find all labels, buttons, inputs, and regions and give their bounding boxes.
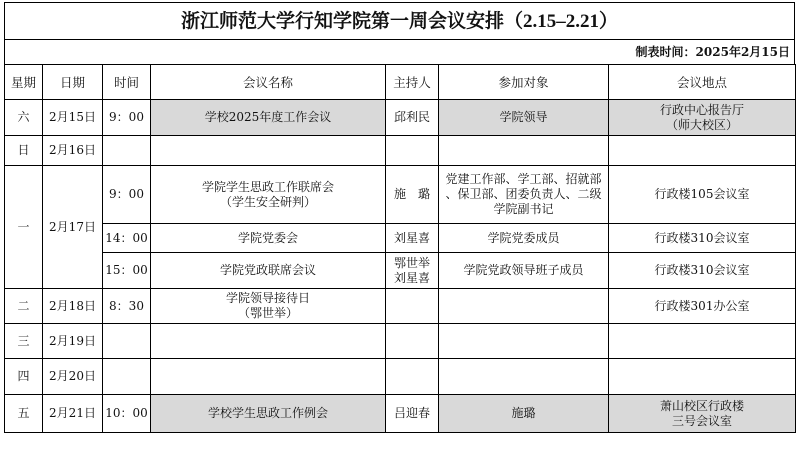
cell-attendees [439,359,609,395]
cell-meeting-name: 学院学生思政工作联席会 （学生安全研判） [151,166,386,224]
cell-week: 五 [5,395,43,433]
cell-attendees: 学院领导 [439,100,609,136]
table-row [5,224,796,253]
table-row [5,253,796,289]
header-location: 会议地点 [609,65,796,100]
meeting-table [4,64,796,433]
cell-location: 行政楼105会议室 [609,166,796,224]
cell-attendees [439,136,609,166]
cell-host: 鄂世举 刘星喜 [386,253,439,289]
cell-week: 日 [5,136,43,166]
cell-week: 一 [5,166,43,289]
cell-meeting-name [151,324,386,359]
cell-time: 14：00 [103,224,151,253]
header-attendees: 参加对象 [439,65,609,100]
table-row [5,136,796,166]
table-row [5,289,796,324]
cell-host: 施 璐 [386,166,439,224]
cell-attendees: 学院党政领导班子成员 [439,253,609,289]
cell-location: 行政楼301办公室 [609,289,796,324]
table-row [5,100,796,136]
cell-meeting-name: 学校学生思政工作例会 [151,395,386,433]
cell-location: 行政中心报告厅 （师大校区） [609,100,796,136]
cell-date: 2月21日 [43,395,103,433]
cell-meeting-name: 学院领导接待日 （鄂世举） [151,289,386,324]
cell-time [103,324,151,359]
schedule-sheet [4,2,795,433]
cell-date: 2月15日 [43,100,103,136]
cell-week: 三 [5,324,43,359]
cell-time: 10：00 [103,395,151,433]
cell-attendees: 学院党委成员 [439,224,609,253]
cell-location [609,136,796,166]
cell-meeting-name: 学校2025年度工作会议 [151,100,386,136]
table-row [5,395,796,433]
cell-location [609,324,796,359]
cell-location: 行政楼310会议室 [609,253,796,289]
cell-time: 9：00 [103,166,151,224]
table-row [5,166,796,224]
cell-host: 邱利民 [386,100,439,136]
cell-host: 刘星喜 [386,224,439,253]
header-host: 主持人 [386,65,439,100]
cell-attendees: 施璐 [439,395,609,433]
cell-attendees [439,289,609,324]
made-time: 制表时间：2025年2月15日 [4,39,795,64]
cell-date: 2月16日 [43,136,103,166]
cell-location [609,359,796,395]
cell-meeting-name [151,136,386,166]
cell-time: 8：30 [103,289,151,324]
header-week: 星期 [5,65,43,100]
cell-time: 9：00 [103,100,151,136]
cell-attendees: 党建工作部、学工部、招就部 、保卫部、团委负责人、二级 学院副书记 [439,166,609,224]
header-row [5,65,796,100]
cell-attendees [439,324,609,359]
cell-week: 六 [5,100,43,136]
cell-time: 15：00 [103,253,151,289]
table-row [5,324,796,359]
page-title: 浙江师范大学行知学院第一周会议安排（2.15–2.21） [4,2,795,39]
cell-meeting-name [151,359,386,395]
cell-date: 2月19日 [43,324,103,359]
header-date: 日期 [43,65,103,100]
cell-date: 2月18日 [43,289,103,324]
cell-week: 二 [5,289,43,324]
cell-host [386,289,439,324]
cell-date: 2月17日 [43,166,103,289]
cell-host: 吕迎春 [386,395,439,433]
header-meeting-name: 会议名称 [151,65,386,100]
header-time: 时间 [103,65,151,100]
cell-location: 萧山校区行政楼 三号会议室 [609,395,796,433]
table-row [5,359,796,395]
cell-host [386,136,439,166]
cell-host [386,324,439,359]
cell-date: 2月20日 [43,359,103,395]
cell-time [103,136,151,166]
cell-meeting-name: 学院党政联席会议 [151,253,386,289]
cell-location: 行政楼310会议室 [609,224,796,253]
cell-week: 四 [5,359,43,395]
cell-host [386,359,439,395]
cell-time [103,359,151,395]
cell-meeting-name: 学院党委会 [151,224,386,253]
